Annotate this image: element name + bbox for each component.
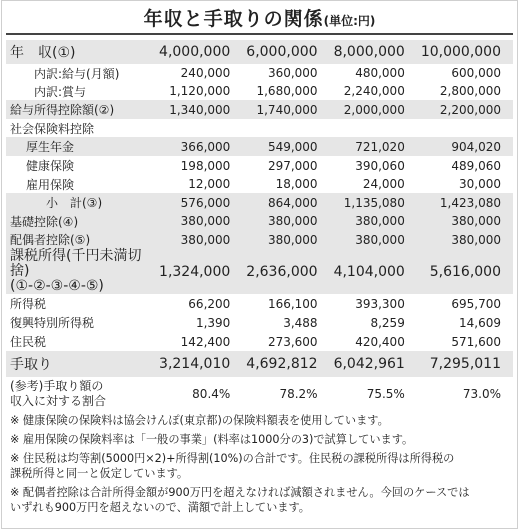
row-label: 内訳:賞与 [34,84,87,99]
cell-value: 380,000 [330,230,417,249]
row-label: 給与所得控除額(②) [6,100,155,119]
table-row [6,313,513,332]
cell-value: 2,240,000 [343,84,405,98]
cell-value: 576,000 [155,193,242,212]
cell-value: 380,000 [242,230,329,249]
row-label: (参考)手取り額の 収入に対する割合 [10,378,107,408]
row-label: 課税所得(千円未満切捨) (①-②-③-④-⑤) [6,249,155,294]
cell-value: 2,000,000 [330,100,417,119]
cell-value: 4,000,000 [155,40,242,64]
note-item: ※ 住民税は均等割(5000円×2)+所得割(10%)の合計です。住民税の課税所得は所得税の 課税所得と同一と仮定しています。 [10,452,455,480]
cell-value: 166,100 [267,296,318,311]
income-table [6,40,513,410]
cell-value: 5,616,000 [417,249,513,294]
cell-value: 66,200 [188,296,231,311]
footnotes [10,413,510,519]
table-row [6,64,513,82]
cell-value: 1,324,000 [155,249,242,294]
title-unit: (単位:円) [323,14,376,28]
cell-value: 695,700 [451,296,501,311]
cell-value: 366,000 [155,137,242,156]
cell-value: 480,000 [355,66,405,80]
table-row [6,332,513,351]
table-row [6,156,513,175]
row-label: 社会保険料控除 [10,121,95,136]
row-label: 厚生年金 [6,137,155,156]
cell-value: 4,104,000 [330,249,417,294]
cell-value: 721,020 [330,137,417,156]
cell-value: 1,120,000 [169,84,231,98]
row-label: 小 計(③) [6,193,155,212]
cell-value: 390,060 [355,158,405,173]
cell-value: 1,390 [195,315,231,330]
row-label: 住民税 [10,335,47,349]
row-label: 雇用保険 [26,177,75,192]
row-label: 所得税 [10,297,47,311]
cell-value: 2,800,000 [439,84,501,98]
table-row [6,377,513,410]
cell-value: 8,259 [370,315,405,330]
table-row [6,40,513,64]
table-row [6,249,513,294]
table-row [6,82,513,100]
table-row [6,100,513,119]
cell-value: 4,692,812 [242,351,329,377]
cell-value: 1,423,080 [417,193,513,212]
title-divider [6,33,513,35]
row-label: 配偶者控除(⑤) [6,230,155,249]
cell-value: 6,042,961 [330,351,417,377]
cell-value: 3,214,010 [155,351,242,377]
table-row [6,351,513,377]
cell-value: 73.0% [462,386,501,401]
cell-value [330,119,417,137]
cell-value: 380,000 [242,212,329,230]
row-label: 基礎控除(④) [6,212,155,230]
cell-value: 380,000 [155,230,242,249]
cell-value: 2,200,000 [417,100,513,119]
cell-value: 75.5% [366,386,405,401]
cell-value: 10,000,000 [417,40,513,64]
note-item: ※ 雇用保険の保険料率は「一般の事業」(料率は1000分の3)で試算しています。 [10,433,414,446]
cell-value: 297,000 [267,158,318,173]
page-title [0,4,519,31]
cell-value: 864,000 [242,193,329,212]
cell-value: 1,740,000 [242,100,329,119]
cell-value: 420,400 [355,334,405,349]
row-label: 復興特別所得税 [10,316,95,330]
cell-value: 571,600 [451,334,501,349]
note-item: ※ 健康保険の保険料は協会けんぽ(東京都)の保険料額表を使用しています。 [10,414,389,427]
row-label: 年 収(①) [6,40,155,64]
cell-value: 1,135,080 [330,193,417,212]
cell-value: 2,636,000 [242,249,329,294]
table-row [6,119,513,137]
cell-value: 904,020 [417,137,513,156]
cell-value: 549,000 [242,137,329,156]
cell-value: 198,000 [180,158,231,173]
table-row [6,137,513,156]
cell-value: 142,400 [180,334,231,349]
cell-value: 380,000 [155,212,242,230]
cell-value: 393,300 [355,296,405,311]
cell-value: 380,000 [417,230,513,249]
table-row [6,193,513,212]
cell-value: 8,000,000 [330,40,417,64]
cell-value: 80.4% [192,386,231,401]
cell-value: 78.2% [279,386,318,401]
cell-value: 6,000,000 [242,40,329,64]
cell-value: 240,000 [180,66,231,80]
cell-value: 380,000 [417,212,513,230]
table-row [6,175,513,193]
cell-value: 380,000 [330,212,417,230]
note-item: ※ 配偶者控除は合計所得金額が900万円を超えなければ減額されません。今回のケースでは いずれも900万円を超えないので、満額で計上しています。 [10,486,470,514]
table-row [6,294,513,313]
cell-value: 24,000 [362,177,405,191]
table-row [6,212,513,230]
cell-value: 14,609 [459,315,501,330]
cell-value: 1,680,000 [256,84,318,98]
cell-value: 1,340,000 [155,100,242,119]
cell-value: 18,000 [275,177,318,191]
row-label: 手取り [6,351,155,377]
cell-value: 3,488 [283,315,318,330]
cell-value: 273,600 [267,334,318,349]
row-label: 健康保険 [26,159,75,173]
cell-value [242,119,329,137]
cell-value: 7,295,011 [417,351,513,377]
cell-value: 489,060 [451,158,501,173]
cell-value [155,119,242,137]
cell-value: 600,000 [451,66,501,80]
cell-value [417,119,513,137]
cell-value: 360,000 [267,66,318,80]
table-row [6,230,513,249]
cell-value: 30,000 [459,177,501,191]
row-label: 内訳:給与(月額) [34,66,120,81]
title-text: 年収と手取りの関係 [143,8,324,30]
cell-value: 12,000 [188,177,231,191]
